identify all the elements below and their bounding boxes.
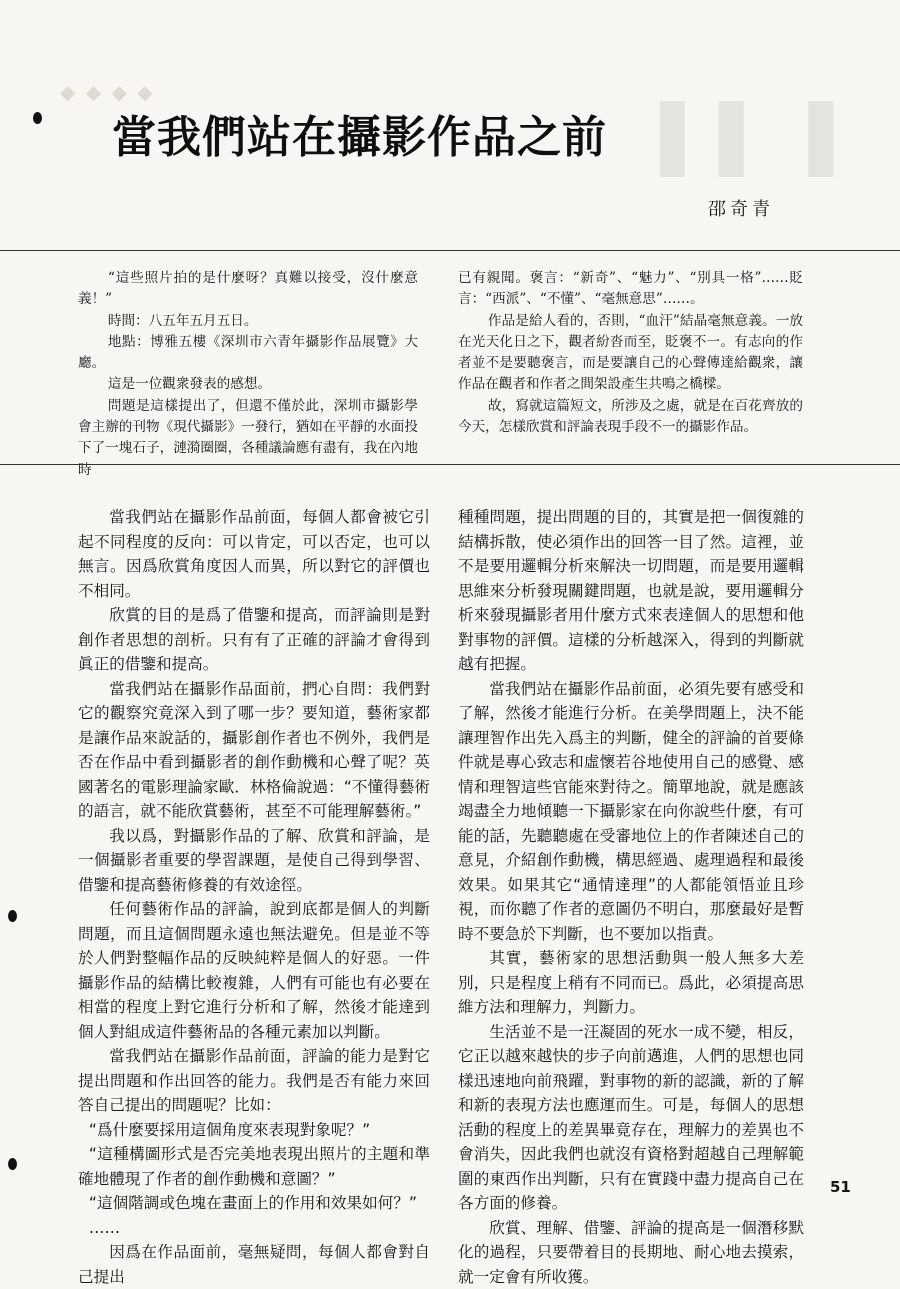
page-number: 51 (830, 1178, 851, 1196)
body-question: “這個階調或色塊在畫面上的作用和效果如何？” (78, 1191, 430, 1216)
ghost-heading-decoration: ▌▌ ▌ (660, 95, 900, 185)
body-paragraph: 其實，藝術家的思想活動與一般人無多大差別，只是程度上稍有不同而已。爲此，必須提高思維方法和理解力，判斷力。 (458, 946, 804, 1020)
intro-left-column (78, 268, 418, 481)
intro-paragraph: 已有親聞。褒言：“新奇”、“魅力”、“別具一格”……貶言：“西派”、“不懂”、“毫無意思”……。 (458, 268, 803, 311)
body-question: “這種構圖形式是否完美地表現出照片的主題和準確地體現了作者的創作動機和意圖？” (78, 1142, 430, 1191)
article-title: 當我們站在攝影作品之前 (112, 110, 607, 166)
body-paragraph: 因爲在作品面前，毫無疑問，每個人都會對自己提出 (78, 1240, 430, 1289)
margin-dot (33, 112, 42, 124)
intro-time: 時間：八五年五月五日。 (78, 311, 418, 332)
body-ellipsis: …… (78, 1216, 430, 1241)
intro-paragraph: 問題是這樣提出了，但還不僅於此，深圳市攝影學會主辦的刊物《現代攝影》一發行，猶如在平靜的水面投下了一塊石子，漣漪圈圈，各種議論應有盡有，我在內地時 (78, 396, 418, 481)
intro-place: 地點：博雅五樓《深圳市六青年攝影作品展覽》大廳。 (78, 332, 418, 375)
body-paragraph: 欣賞、理解、借鑒、評論的提高是一個潛移默化的過程，只要帶着目的長期地、耐心地去摸索，就一定會有所收獲。 (458, 1216, 804, 1289)
body-question: “爲什麼要採用這個角度來表現對象呢？” (78, 1118, 430, 1143)
body-left-column (78, 505, 430, 1289)
author-name: 邵奇青 (708, 195, 774, 221)
ghost-text-decoration: ◆ ◆ ◆ ◆ (60, 80, 155, 104)
body-paragraph: 我以爲，對攝影作品的了解、欣賞和評論，是一個攝影者重要的學習課題，是使自己得到學習、借鑒和提高藝術修養的有效途徑。 (78, 824, 430, 898)
divider-top (0, 250, 900, 251)
margin-dot (8, 910, 17, 922)
body-paragraph: 當我們站在攝影作品前面，每個人都會被它引起不同程度的反向：可以肯定，可以否定，也可以無言。因爲欣賞角度因人而異，所以對它的評價也不相同。 (78, 505, 430, 603)
body-right-column (458, 505, 804, 1289)
margin-dot (8, 1158, 17, 1170)
intro-right-column (458, 268, 803, 438)
intro-paragraph: 故，寫就這篇短文，所涉及之處，就是在百花齊放的今天，怎樣欣賞和評論表現手段不一的攝影作品。 (458, 396, 803, 439)
body-paragraph: 當我們站在攝影作品前面，評論的能力是對它提出問題和作出回答的能力。我們是否有能力來回答自己提出的問題呢？比如： (78, 1044, 430, 1118)
body-paragraph: 任何藝術作品的評論，說到底都是個人的判斷問題，而且這個問題永遠也無法避免。但是並不等於人們對整幅作品的反映純粹是個人的好惡。一件攝影作品的結構比較複雜，人們有可能也有必要在相當的程度上對它進行分析和了解，然後才能達到個人對組成這件藝術品的各種元素加以判斷。 (78, 897, 430, 1044)
body-paragraph: 種種問題，提出問題的目的，其實是把一個復雜的結構拆散，使必須作出的回答一目了然。這裡，並不是要用邏輯分析來解決一切問題，而是要用邏輯思維來分析發現關鍵問題，也就是說，要用邏輯分析來發現攝影者用什麼方式來表達個人的思想和他對事物的評價。這樣的分析越深入，得到的判斷就越有把握。 (458, 505, 804, 677)
intro-paragraph: 作品是給人看的，否則，“血汗”結晶毫無意義。一放在光天化日之下，觀者紛沓而至，貶褒不一。有志向的作者並不是要聽褒言，而是要讓自己的心聲傳達給觀衆，讓作品在觀者和作者之間架設產生共鳴之橋樑。 (458, 311, 803, 396)
body-paragraph: 生活並不是一汪凝固的死水一成不變，相反，它正以越來越快的步子向前邁進，人們的思想也同樣迅速地向前飛躍，對事物的新的認識，新的了解和新的表現方法也應運而生。可是，每個人的思想活動的程度上的差異畢竟存在，理解力的差異也不會消失，因此我們也就沒有資格對超越自己理解範圍的東西作出判斷，只有在實踐中盡力提高自己在各方面的修養。 (458, 1020, 804, 1216)
intro-paragraph: 這是一位觀衆發表的感想。 (78, 374, 418, 395)
body-paragraph: 當我們站在攝影作品面前，捫心自問：我們對它的觀察究竟深入到了哪一步？要知道，藝術家都是讓作品來說話的，攝影創作者也不例外，我們是否在作品中看到攝影者的創作動機和心聲了呢？英國著名的電影理論家歐．林格倫說過：“不懂得藝術的語言，就不能欣賞藝術，甚至不可能理解藝術。” (78, 677, 430, 824)
body-paragraph: 當我們站在攝影作品前面，必須先要有感受和了解，然後才能進行分析。在美學問題上，決不能讓理智作出先入爲主的判斷，健全的評論的首要條件就是專心致志和虛懷若谷地使用自己的感覺、感情和理智這些官能來對待之。簡單地說，就是應該竭盡全力地傾聽一下攝影家在向你說些什麼，有可能的話，先聽聽處在受審地位上的作者陳述自己的意見，介紹創作動機，構思經過、處理過程和最後效果。如果其它“通情達理”的人都能領悟並且珍視，而你聽了作者的意圖仍不明白，那麼最好是暫時不要急於下判斷，也不要加以指責。 (458, 677, 804, 947)
intro-quote: “這些照片拍的是什麼呀？真難以接受，沒什麼意義！” (78, 268, 418, 311)
body-paragraph: 欣賞的目的是爲了借鑒和提高，而評論則是對創作者思想的剖析。只有有了正確的評論才會得到眞正的借鑒和提高。 (78, 603, 430, 677)
divider-bottom (0, 464, 900, 465)
